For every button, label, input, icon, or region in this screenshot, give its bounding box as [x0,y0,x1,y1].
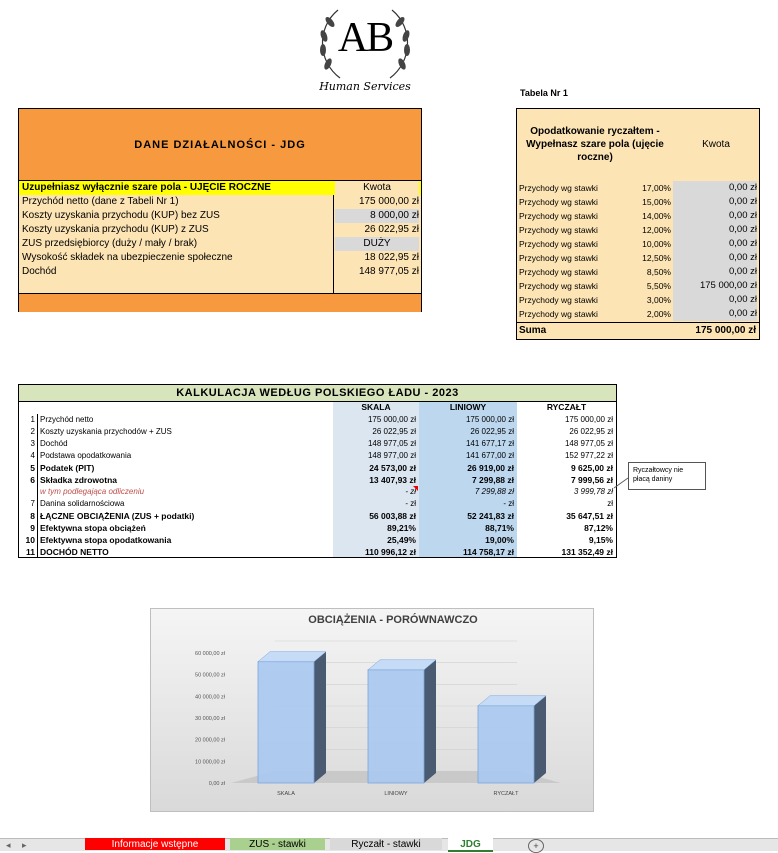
row-label: Efektywna stopa opodatkowania [40,535,172,545]
chart-bar-top [368,660,436,670]
logo-script: Human Services [319,80,411,93]
col-header-skala: SKALA [361,402,391,412]
dane-row-value[interactable]: 8 000,00 zł [335,209,419,223]
row-number: 10 [19,534,38,546]
cell-skala[interactable]: - zł [405,499,416,508]
dane-row-label: Koszty uzyskania przychodu (KUP) z ZUS [22,224,209,235]
col-header-ryczalt: RYCZAŁT [546,402,587,412]
cell-liniowy[interactable]: 141 677,17 zł [465,439,514,448]
row-number: 1 [19,414,38,426]
ryczalt-row [517,237,759,251]
cell-liniowy[interactable]: 26 022,95 zł [470,427,514,436]
dane-row-label: Przychód netto (dane z Tabeli Nr 1) [22,196,179,207]
kalkulacja-row [19,438,616,450]
col-header-liniowy: LINIOWY [449,402,487,412]
dane-row-value[interactable]: 175 000,00 zł [358,196,419,207]
sheet-tab[interactable]: Informacje wstępne [85,838,225,850]
cell-ryczalt[interactable]: 26 022,95 zł [569,427,613,436]
row-label: Dochód [40,439,68,448]
chart-bar-side [314,652,326,783]
row-number: 2 [19,426,38,438]
row-label: Podstawa opodatkowania [40,451,132,460]
ryczalt-row [517,293,759,307]
cell-liniowy[interactable]: 141 677,00 zł [465,451,514,460]
ryczalt-row [517,265,759,279]
kalkulacja-row [19,534,616,546]
dane-row-value[interactable]: 148 977,05 zł [358,266,419,277]
chart-bar-top [258,652,326,662]
ryczalt-row-label: Przychody wg stawki [519,295,598,305]
ryczalt-row-label: Przychody wg stawki [519,267,598,277]
ryczalt-row [517,251,759,265]
cell-ryczalt[interactable]: 35 647,51 zł [566,511,613,521]
dane-row-value[interactable]: 18 022,95 zł [364,252,419,263]
dane-row [19,223,421,237]
row-label: ŁĄCZNE OBCIĄŻENIA (ZUS + podatki) [40,511,195,521]
sheet-tab[interactable]: ZUS - stawki [230,838,325,850]
logo [300,0,430,100]
ryczalt-row-rate: 3,00% [646,295,671,305]
dane-row [19,209,421,223]
kalkulacja-row [19,474,616,486]
suma-value: 175 000,00 zł [695,325,756,336]
ryczalt-row-rate: 8,50% [646,267,671,277]
ryczalt-row-label: Przychody wg stawki [519,309,598,319]
dane-row-label: ZUS przedsiębiorcy (duży / mały / brak) [22,238,198,249]
row-label: w tym podlegająca odliczeniu [40,487,145,496]
zus-select[interactable]: DUŻY [335,237,419,251]
chart-bar [478,706,534,783]
ryczalt-row [517,307,759,321]
dane-title: DANE DZIAŁALNOŚCI - JDG [19,109,421,181]
ryczalt-row-label: Przychody wg stawki [519,225,598,235]
dane-footer [19,293,421,312]
ryczalt-kwota-header: Kwota [702,138,730,150]
kalkulacja-row [19,546,616,558]
chart-bar-side [424,660,436,783]
row-number: 8 [19,510,38,522]
ryczalt-row [517,181,759,195]
ryczalt-row-rate: 10,00% [642,239,671,249]
row-number: 11 [19,546,38,558]
cell-liniowy[interactable]: 26 919,00 zł [467,463,514,473]
cell-liniowy[interactable]: 88,71% [485,523,514,533]
ryczalt-row-rate: 15,00% [642,197,671,207]
cell-liniowy[interactable]: 7 299,88 zł [471,475,514,485]
ryczalt-row-value[interactable]: 0,00 zł [673,251,757,265]
ryczalt-row-label: Przychody wg stawki [519,253,598,263]
cell-ryczalt[interactable]: 152 977,22 zł [564,451,613,460]
ryczalt-row-label: Przychody wg stawki [519,183,598,193]
logo-letters: AB [337,15,393,61]
dane-row-label: Koszty uzyskania przychodu (KUP) bez ZUS [22,210,220,221]
cell-ryczalt[interactable]: 148 977,05 zł [564,439,613,448]
row-number: 7 [19,498,38,510]
suma-label: Suma [519,325,547,336]
dane-kwota-header: Kwota [335,181,419,195]
row-label: Przychód netto [40,415,94,424]
cell-ryczalt[interactable]: 9 625,00 zł [570,463,613,473]
ryczalt-row-rate: 12,00% [642,225,671,235]
ryczalt-row-rate: 2,00% [646,309,671,319]
chart-bar-top [478,696,546,706]
kalkulacja-row [19,522,616,534]
ryczalt-header: Opodatkowanie ryczałtem - Wypełnasz szare pola (ujęcie roczne) [526,125,664,163]
cell-skala[interactable]: 13 407,93 zł [369,475,416,485]
ryczalt-panel [516,108,760,340]
dane-row [19,265,421,279]
chart-bar [258,662,314,783]
ryczalt-row-rate: 17,00% [642,183,671,193]
cell-skala[interactable]: 110 996,12 zł [364,547,416,557]
cell-liniowy[interactable]: - zł [503,499,514,508]
chart-tick-label: 20 000,00 zł [195,737,225,744]
chart-tick-label: 0,00 zł [208,781,225,787]
cell-ryczalt[interactable]: 3 999,78 zł [573,487,613,496]
sheet-tab[interactable]: JDG [448,838,493,852]
cell-ryczalt[interactable]: 175 000,00 zł [564,415,613,424]
row-label: Koszty uzyskania przychodów + ZUS [40,427,172,436]
ryczalt-row-value[interactable]: 0,00 zł [673,293,757,307]
cell-ryczalt[interactable]: 9,15% [588,535,613,545]
row-number: 5 [19,462,38,474]
chart-bar-side [534,696,546,783]
kalkulacja-row [19,486,616,498]
ryczalt-row [517,223,759,237]
dane-row-label: Dochód [22,266,57,277]
ryczalt-suma [517,322,759,339]
ryczalt-row-value[interactable]: 0,00 zł [673,181,757,195]
ryczalt-row [517,209,759,223]
cell-skala[interactable]: 24 573,00 zł [369,463,416,473]
cell-skala[interactable]: 175 000,00 zł [367,415,416,424]
cell-skala[interactable]: - zł [405,487,416,496]
ryczalt-row-rate: 5,50% [646,281,671,291]
dane-row [19,251,421,265]
sheet-tab[interactable]: Ryczałt - stawki [330,838,442,850]
chart-category-label: RYCZAŁT [493,791,519,797]
tabela-label: Tabela Nr 1 [520,88,568,98]
dane-row [19,195,421,209]
cell-skala[interactable]: 89,21% [387,523,416,533]
row-label: DOCHÓD NETTO [40,547,109,557]
chart-category-label: LINIOWY [384,791,408,797]
cell-liniowy[interactable]: 175 000,00 zł [465,415,514,424]
ryczalt-row-value[interactable]: 0,00 zł [673,265,757,279]
ryczalt-row-value[interactable]: 0,00 zł [673,195,757,209]
cell-skala[interactable]: 148 977,00 zł [367,451,416,460]
ryczalt-row-rate: 14,00% [642,211,671,221]
row-label: Danina solidarnościowa [40,499,125,508]
chart-tick-label: 10 000,00 zł [195,759,225,766]
chart-svg [151,609,593,811]
dane-row-value[interactable]: 26 022,95 zł [364,224,419,235]
row-number: 4 [19,450,38,462]
cell-liniowy[interactable]: 7 299,88 zł [474,487,514,496]
chart-tick-label: 60 000,00 zł [195,651,225,657]
kalkulacja-row [19,450,616,462]
kalkulacja-row [19,510,616,522]
kalkulacja-table [18,384,617,558]
ryczalt-row-value[interactable]: 175 000,00 zł [673,279,757,293]
ryczalt-row-label: Przychody wg stawki [519,197,598,207]
dane-panel [18,108,422,312]
chart-title: OBCIĄŻENIA - PORÓWNAWCZO [308,614,478,626]
cell-liniowy[interactable]: 114 758,17 zł [462,547,514,557]
dane-subheader [19,181,421,195]
chart-tick-label: 30 000,00 zł [195,716,225,722]
comment-connector [612,476,630,490]
ryczalt-row-value[interactable]: 0,00 zł [673,223,757,237]
dane-subheader-label: Uzupełniasz wyłącznie szare pola - UJĘCIE ROCZNE [22,182,271,193]
ryczalt-row-value[interactable]: 0,00 zł [673,307,757,321]
kalkulacja-row [19,498,616,510]
dane-row-label: Wysokość składek na ubezpieczenie społeczne [22,252,233,263]
chart[interactable] [150,608,594,812]
row-number: 3 [19,438,38,450]
row-label: Podatek (PIT) [40,463,95,473]
ryczalt-row-label: Przychody wg stawki [519,281,598,291]
add-sheet-icon[interactable]: + [528,839,544,853]
cell-ryczalt[interactable]: zł [607,499,613,508]
ryczalt-row-value[interactable]: 0,00 zł [673,237,757,251]
row-number: 9 [19,522,38,534]
chart-category-label: SKALA [277,791,295,797]
kalkulacja-title: KALKULACJA WEDŁUG POLSKIEGO ŁADU - 2023 [19,385,616,402]
cell-comment: Ryczałtowcy nie płacą daniny [628,462,706,490]
chart-tick-label: 40 000,00 zł [195,694,225,701]
cell-skala[interactable]: 56 003,88 zł [369,511,416,521]
cell-skala[interactable]: 25,49% [387,535,416,545]
kalkulacja-row [19,426,616,438]
kalkulacja-row [19,462,616,474]
comment-indicator-icon[interactable] [413,486,418,491]
tab-scroll-right-icon[interactable]: ▸ [22,840,27,850]
dane-row [19,237,421,251]
cell-ryczalt[interactable]: 131 352,49 zł [561,547,613,557]
cell-skala[interactable]: 26 022,95 zł [372,427,416,436]
ryczalt-row-label: Przychody wg stawki [519,239,598,249]
kalkulacja-row [19,414,616,426]
row-label: Efektywna stopa obciążeń [40,523,146,533]
row-number [19,486,38,498]
tab-scroll-left-icon[interactable]: ◂ [6,840,11,850]
ryczalt-row [517,195,759,209]
ryczalt-row [517,279,759,293]
ryczalt-row-label: Przychody wg stawki [519,211,598,221]
chart-bar [368,670,424,783]
row-label: Składka zdrowotna [40,475,117,485]
ryczalt-row-rate: 12,50% [642,253,671,263]
cell-liniowy[interactable]: 52 241,83 zł [467,511,514,521]
ryczalt-row-value[interactable]: 0,00 zł [673,209,757,223]
cell-skala[interactable]: 148 977,05 zł [367,439,416,448]
cell-liniowy[interactable]: 19,00% [485,535,514,545]
chart-tick-label: 50 000,00 zł [195,672,225,679]
cell-ryczalt[interactable]: 87,12% [584,523,613,533]
cell-ryczalt[interactable]: 7 999,56 zł [570,475,613,485]
row-number: 6 [19,474,38,486]
